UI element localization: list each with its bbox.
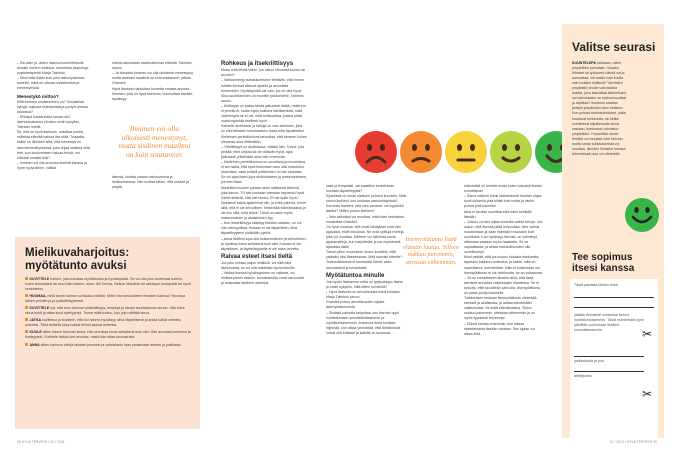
paragraph: – Vaikka itsensä hyväksyminen on vaikeaa, voi aloittaa pienin askelin, tunnistamalla omat vahvuudet ja antamalla itselleen anteeksi. [221,271,305,286]
scissors-icon: ✂ [642,387,653,401]
bullet-square-icon [25,318,28,321]
exercise-item-text: kuvittelua ja kuvittele, että tuo hahmo hyväksyy sinut täydellisesti ja antaa kaikki virheesi anteeksi. Tällä hetkellä sinun kaikki tekosi saavat anteeksi. [25,318,181,328]
bullet-square-icon [25,306,28,309]
footer-left: 28 HYVÄ TERVEYS / 10 / 2018 [17,440,65,444]
paragraph: – Hyvä itsetunto on armollisuutta itseä kohtaan, Marja Taimisto sanoo. [326,290,401,300]
exercise-item [25,318,192,328]
very-sad-face-icon [355,131,397,173]
paragraph: – Ihminen voi olla suvussa itsensä kanssa ja hyvin tyytyväinen, vaikka [17,160,87,170]
pledge-title: Tee sopimus itsesi kanssa [572,252,635,274]
paragraph: – Vain selkeästi voi muuttaa, mitä tulee tietoiseksi, muistuttaa Grandell. [326,214,405,224]
paragraph: – Esi-isien ja -äitien haamut kummittelevat ainakin mielen nurkissa, naurahtaa psykologi-psykoterapeutti Marja Taimisto. [17,61,89,76]
col-2 [112,61,195,102]
subheading: Raivaa esteet itsesi tieltä [221,253,293,260]
exercise-item [25,343,192,348]
exercise-item [25,294,192,304]
sad-face-icon [400,131,442,173]
exercise-item-lead: ANNA [29,342,40,347]
pull-quote: Itsemyötätunto lisää elämän laatua. Silloin nukkuu paremmin, stressaa vähemmän. [403,236,459,266]
exercise-box [15,237,200,429]
paragraph: Mutta mitä tehdä silloin, jos uskoo olevansa huono tai arvoton? [221,68,305,78]
pledge-form [570,279,658,447]
subheading: Menestykö mittoo? [17,94,59,100]
bullet-square-icon [25,343,28,346]
subheading: Rohkeus ja itsekriittisyys [221,61,294,67]
paragraph: Grandell puhuu armollisuuden sijasta itsemyötätunnosta. [326,300,385,310]
paragraph: itsensä, luottaa omaan vahvuutensa ja heikkouteensa. Hän luottaa siihen, että selviää ja pärjää. [112,175,189,190]
paragraph: Jos joku kohtaa paljon kritiikkiä, voi siitä tulla itsetuhoista, se voi olla haitallista hyvinvoinnille. [221,260,296,270]
paragraph: elämä oikeastaan vaatimattoman elämää, Taimisto sanoo. [112,61,192,71]
smiley-icon [624,197,660,233]
footer-right: 10 / 2018 / HYVÄ TERVEYS 29 [609,440,657,444]
exercise-item-text: sitten hahmon siirtyä takaisin jonnekin ja valmistautu taas palaamaan arkeen ja paikkaasi. [40,342,182,347]
paragraph: – Kielteinen perfektionismi on uuvuttava ja musertava, ei sen takia, että hyvä tekemisen taso olisi mahdoton saavuttaa, vaan pelkkä yrittäminen on niin raskasta. Se voi ajaa itsesi jopa ahdistukseen ja masennukseen, jos teet liikaa. [221,160,307,185]
paragraph: – Ehkäpä kuvaannalla sanaa olisi itsehuomatumus eli asko omiin kykyihin, Taimisto miettii. [17,115,81,130]
paragraph: – Kriittisyys on pakko tehdä jatkuvasti tietää, mutta jos ei ymmärrä, mutta myös kaikkea häiritsemistä, mikä väärinmyös se ei ole, mitä heikkouttaa, joskus pitää osata myöntää itselleen hyvä. [221,103,306,124]
sidebar-lead: KUUNTELEPA [572,61,596,65]
exercise-item-lead: JATKA [29,318,42,323]
exercise-title: Mielikuvaharjoitus: myötätunto avuksi [25,247,130,272]
paragraph: Tutkimusten mukaan itsemyötätunto vähentää stressiä ja ahdistusta, ja auttaa selviämään vaikeuksista. Se lisää elämänlaatua. Silloin nukkuu paremmin, stressaa vähemmän ja on myös fyysisesti terveempi. [464,296,537,321]
exercise-item-text: sitten hänen tehovan sinua. Hän arvostaa sinua sellaisena kuin olet. Hän arvostaa luonteesi ja ihmisyytesi. Kuvittele lisäksi olet arvokas, mistä hän ottaa tunnustusta. [25,330,191,340]
paragraph: Kaikkein ahdistavin ja kärsijä on vain sellainen, joka on ollut tällaisen kolmiosaisen tuska tulla täydellisiksi. [221,124,305,134]
sidebar-text [572,61,628,157]
exercise-list [25,277,192,348]
paragraph: – Moni elää ikään kuin joku salkuopiskelua sanelisi, mikä on oikeaa onnistumista ja menestymistä. [17,76,85,91]
exercise-item-text: millä tavoin hahmo suhtautuu muihin. Miten hän keskustelee ihmisten kanssa? Huomaa hänen ymmärrys ja ystävällisyytensä. [25,294,186,304]
exercise-item [25,277,192,292]
paragraph: Itsekritiikin kuulee painaa usein sisäisenä äänenä, joka sanoo: "Et tule koskaan olemaan tarpeeksi hyvä. Kaikki tietävät, että olet huono. Et ole kyllin hyvä." [221,185,306,200]
paragraph: Jos hyvän itsetunnon mitta on tyytyväisyys itseen ja omiin kykyihin, mitä sitten voi tehdä? [326,279,404,289]
col-3 [221,61,307,286]
paragraph: – Kun itsekriittisyys kääntyy itseään vastaan, se voi olla vahingollista. Kukaan ei ole täydellinen, eikä täydellisyyteen pidäkään pyrkiä. [221,221,302,236]
paragraph: vasti ja lempeästi, vai vaadittko korkeintaan suoraan täydellisyyttä? [326,184,395,194]
pull-quote: Ihminen voi olla ulkoisesti menestynyt, mutta sisäinen maailma on kuin sotatanner. [118,124,191,159]
bullet-square-icon [25,330,28,333]
exercise-item-lead: KUVITTELE [29,277,50,281]
col-1 [17,61,91,171]
paragraph: – Se on toteaakseen ainakin siinä, että itseä tarvitsee arvostaa vaikeissakin tilanteissa. Se ei tarkoita, ettei tavoitteita saisi olla. Itsemyötätunto on paras pohja tulokselle. [464,275,541,295]
paragraph: säännöstä eli kohtele muita kuten haluaisit itseäsi kohdeltavan. [464,184,542,194]
paragraph: Kyseessä on oman sisäisen puheen kuuntelu. Mitä sanon itselleni, kun kohtaan vastoinkäymisiä? Kerronko itselleni, että olen arvokas, vai syytänkö itseäni? Mitten puhun itselleni? [326,194,406,214]
paragraph: – Joskus voi sen sijaan kokeilla vaikka tekoja. Jos uskon, että itsensä pitää kelpuuttaa, olen valmis muuttumaan ja saan elämääni muutakin kuin suoritusta. Kun hyväksyy itsensä, on valmiimpi ottamaan vastaan myös haasteita. Se on vapauttavaa, ja antaa mahdollisuuden olla onnellisempi. [464,219,543,255]
paragraph: Aina ei tarvitse suorittaa eikä edes kehittää itseään. [464,209,532,219]
pledge-line [574,356,644,357]
paragraph: Kielteinen perfektionismi tarkoittaa, että ihminen kokee olevansa aina riittämätön. [221,134,307,144]
paragraph: Tässä piilee muutoksen avain: kuvittele, että ystäväsi olisi tilanteessasi. Mitä sanoisit hänelle? Todennäköisesti et lannistaisi häntä, vaan kannustaisit ja lohduttaisit. [326,250,403,270]
subheading: Myötätuntoa minulle [326,272,385,279]
paragraph: Hyvä itsetunto tarkoittaa tunnetta omasta arvosta. Ihminen, jolla on hyvä itsetunto, kunnioittaa itseään, hyväksyy [112,86,194,101]
pledge-line [574,297,654,298]
sidebar-box [562,24,664,438]
bullet-square-icon [25,294,28,297]
exercise-item [25,330,192,340]
signature-label: allekirjoitus [574,374,592,378]
paragraph: – Anna itsellesi lupa olla keskeneräinen ja virheellinen, ja hyväksy itsesi sellaisena kuin olet. Kukaan ei ole täydellinen, ja täydellisyydelle ei ole edes tarvetta. [221,236,307,251]
paragraph: – Vartuunenegi suhtautumiseen tehtäviin, että ennen mitään ihmiset alkavat ajatella ja arvostella tuntuminen. Hyväksyntää sai vain, jos oli ollut hyvä. Siksi suorittaminen on monelle pakkomielle, Taimisto sanoo. [221,78,304,103]
place-date-label: paikkakunta ja pvä [574,359,604,363]
col-4 [326,184,406,336]
sidebar-title: Valitse seurasi [572,40,656,54]
exercise-item-text: hahmo, joka edustaa myötätuntoa ja hyväksyntää. Se voi olla joku tuntemasi hahmo, kuten sukulaisesi tai muu tuttu hahmo, esim. Äiti Teresa, Nelson Mandela tai vaikkapa Joulupukki tai hyvä henkiolento. [25,277,191,292]
exercise-item-lead: HUOMAA, [29,294,47,299]
paragraph: – Ylikriittisyys on ahdistavaa, väittää hän. Tunne, jota pelkää, ettei kelpaa tai ole riittävän hyvä, ajaa jatkuvasti yrittämään aina vain enemmän. [221,144,305,159]
exercise-item-text: nyt, että tuon hahmon ystävällisyys, lempeys ja lämpö suuntautuvat sinuun. Hän tulee sinua kohti ja ottaa sinut syleilyynsä. Tunne miltä tuntuu, kun joku välittää sinua. [25,306,185,316]
neutral-face-icon [445,131,487,173]
paragraph: On hyvä muistaa, että omat käsitykset ovat vain ajatuksia, eivät totuuksia. Ne ovat opittuja malleja, joita voi muuttaa. Mieleen voi tallentaa uusia ajatusmalleja, kun harjoittelee ja tuo myönteisiä ajatuksia tilalle. [326,224,405,250]
col-2b [112,175,195,190]
exercise-item-lead: KUVITTELE [29,306,50,311]
paragraph: – Elämä kantaa enemmän, kun lakkaa taistelemasta itseään vastaan. Sen sijaan voi alkaa elää. [464,321,535,336]
paragraph: Moni pelkää, että jos luopuu tiukasta itsekurista, tapahtuu kauhea romahdus, ja kaikki, mitä on saavuttanut, menetetään. Näin ei kuitenkaan ole. Itsemyötätunto ei ole heikkoutta, se on voimavara. [464,255,543,275]
paragraph: Se, että on hyvä itsetunto, uskaltaa pohtia, millaista elämää haluaa itse elää. Toisaalta, kaikki on lähtöisin siitä, että menestys on asennemerkityksessä, joka ohjaa kaikkea mitä teet, kun kuulumiseen haluaa tehdä, vai oikeasti omaksi ikisi? [17,130,90,160]
sidebar-body: tarkkaan, miten ympärilläsi puhutaan. Osaako läheiset tai työtoverit nähdä vai ja kannustaa, vai saako vain kuulla vain muiden kritiikkiä? Vai etsikö ympäristö sinulle vahvistavia asioita, joka kasvattaa itsetuntoasi, vai vahvistaako se epävarmuuttasi ja rajoittaa? Itsetunto saattaa petttyä ympäristön taon heittoon. Kun poistat tahdostoistiolset, jotka kuvaavat heikkoutta, tai ketkä koettelevat kilpailemalla sinua vastaan, itsetuntosi vahvistuu ympärilläsi. Ympärilläsi olevia ihmisiä voi muuttaa vain harvoin, mutta omaa suhtautumista voi muuttaa. Ilkeiden ihmisten kanssa tekemisissä oloa voi vähentää. [572,61,627,156]
pledge-body: päätän tietoisesti suhtautua itseeni myötätuntoisemmin. Tästä esimerkistä pyrin päivittäin puhumaan itselleni kunnioittavammin. [574,313,645,332]
paragraph: Ilmeisesti kaikki ajattelevat niin, ja mikä pahinta, tunne siitä, että ei ole kelvollinen, heikentää elämänlaatua ja vie ilon siitä, mitä tekee. Tämä on usein myös masennuksen ja ahdistuksen syy. [221,200,306,221]
paragraph: – Sama säännö toimii käänteisenä! Itseään ohjaa hyvä kohdella yhtä kiltisti kuin muita ja itselle puhua yhtä kauniisti. [464,194,542,209]
scissors-icon: ✂ [642,327,653,341]
col-5 [464,184,544,337]
happy-face-icon [490,131,532,173]
paragraph: – Ja toisaalta ihminen voi olla ulkoisesti menestynyt, mutta sisäinen maailma on kuin sotatanner, jatkaa Grandell. [112,71,195,86]
pledge-intro: Tästä päivästä lähtien minä [574,283,618,287]
exercise-item [25,306,192,316]
exercise-item-lead: KUULE [29,330,42,335]
pledge-line [574,307,654,308]
pledge-line [574,371,644,372]
bullet-square-icon [25,277,28,280]
paragraph: – Sisäistä painetta helpottaa, kun itsensä oppii suhtautumaan ymmärtäväisemmin ja myötätuntoisemmin. Ankaruus itseä kohtaan hiljentää, kun alkaa ymmärtää, että lähtökohdat voivat olla erilaiset ja kaikilla on kuormaa. [326,310,401,335]
paragraph: Mitä ihmisen onnistumisen on? Sosiaalisia kykyjä, sujuvaa esiintymistä ja pystyä omissa taidoissa? [17,99,88,114]
